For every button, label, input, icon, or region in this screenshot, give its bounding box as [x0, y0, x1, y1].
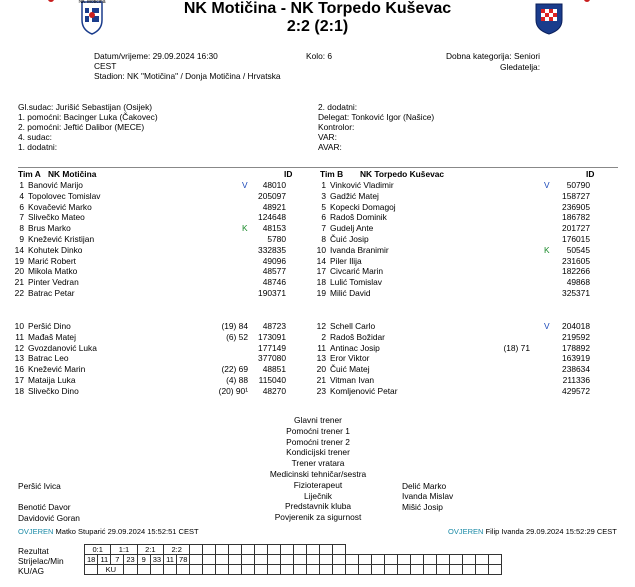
age-category: Dobna kategorija: Seniori	[446, 51, 541, 61]
timeline-empty-r3-27	[476, 565, 489, 575]
a-starter-6-num: 14	[14, 244, 24, 255]
timeline-empty-r2-2	[216, 555, 229, 565]
a-starter-2-id: 48921	[262, 201, 286, 212]
timeline-empty-r3-7	[216, 565, 229, 575]
timeline-empty-r3-23	[424, 565, 437, 575]
b-starter-2-id: 236905	[562, 201, 590, 212]
b-starter-10-id: 325371	[562, 288, 590, 298]
a-sub-0-num: 10	[14, 321, 24, 331]
timeline-empty-r2-13	[359, 555, 372, 565]
spectators: Gledatelja:	[500, 62, 541, 72]
b-starter-8-num: 17	[316, 266, 326, 277]
match-title: NK Motičina - NK Torpedo Kuševac	[183, 0, 452, 17]
a-starter-2-name: Kovačević Marko	[28, 201, 92, 212]
staff-role-6: Fizioterapeut	[293, 479, 343, 490]
a-starter-5-id: 5780	[267, 234, 286, 244]
match-score: 2:2 (2:1)	[286, 18, 349, 35]
official-left-3: 4. sudac:	[18, 132, 52, 142]
b-sub-2-name: Antinac Josip	[330, 342, 380, 353]
b-starter-6-mark: K	[544, 244, 550, 255]
a-sub-2-id: 177149	[258, 342, 286, 353]
a-starter-1-name: Topolovec Tomislav	[28, 190, 101, 201]
timeline-empty-r2-12	[346, 555, 359, 565]
b-starter-4-name: Gudelj Ante	[330, 223, 374, 234]
staff-role-7: Liječnik	[304, 490, 332, 501]
timeline-empty-r1-8	[294, 545, 307, 555]
timeline-scorer-2: 7	[111, 555, 124, 565]
away-club-logo	[534, 2, 564, 36]
a-starter-0-name: Banović Marijo	[28, 180, 83, 190]
b-starter-1-id: 158727	[562, 190, 590, 201]
b-sub-5-num: 21	[316, 375, 326, 385]
b-sub-4-name: Čuić Matej	[330, 364, 370, 375]
a-starter-4-name: Brus Marko	[28, 223, 71, 234]
timeline-empty-r3-14	[307, 565, 320, 575]
verify-right	[448, 527, 617, 537]
timeline-empty-r2-21	[463, 555, 476, 565]
b-starter-4-num: 7	[321, 223, 326, 234]
a-sub-5-num: 17	[14, 375, 24, 385]
timeline-empty-r2-14	[372, 555, 385, 565]
team-a-id-header: ID	[284, 169, 293, 179]
b-sub-4-id: 238634	[562, 364, 590, 375]
timeline-empty-r2-19	[437, 555, 450, 565]
b-sub-3-num: 13	[316, 353, 326, 364]
timeline-empty-r2-4	[242, 555, 255, 565]
a-sub-6-time: (20) 90¹	[218, 385, 248, 396]
b-starter-0-id: 50790	[566, 180, 590, 190]
a-sub-6-id: 48270	[262, 385, 286, 396]
timeline-empty-r2-1	[203, 555, 216, 565]
a-sub-4-num: 16	[14, 364, 24, 375]
team-b-id-header: ID	[586, 169, 595, 179]
a-starter-4-mark: K	[242, 223, 248, 234]
a-sub-6-num: 18	[14, 385, 24, 396]
b-sub-3-name: Eror Viktor	[330, 353, 370, 364]
timeline-empty-r2-16	[398, 555, 411, 565]
timeline-empty-r2-15	[385, 555, 398, 565]
b-starter-4-id: 201727	[562, 223, 590, 234]
timeline-empty-r3-0	[124, 565, 137, 575]
b-starter-7-id: 231605	[562, 255, 590, 266]
a-starter-10-num: 22	[14, 288, 24, 298]
timeline-empty-r2-23	[489, 555, 502, 565]
b-sub-0-num: 12	[316, 321, 326, 331]
staff-left-predstavnik: Benotić Davor	[18, 502, 71, 512]
a-starter-4-num: 8	[19, 223, 24, 234]
a-starter-10-name: Batrac Petar	[28, 288, 75, 298]
home-club-logo	[80, 0, 104, 36]
timeline-scorer-6: 11	[164, 555, 177, 565]
timeline-empty-r2-3	[229, 555, 242, 565]
official-right-4: AVAR:	[318, 142, 342, 152]
timeline-empty-r1-1	[203, 545, 216, 555]
b-sub-5-id: 211336	[562, 375, 590, 385]
timeline-empty-r2-7	[281, 555, 294, 565]
staff-right-fizioterapeut: Delić Marko	[402, 481, 447, 491]
timeline-empty-r3-2	[150, 565, 163, 575]
b-sub-2-id: 178892	[562, 342, 590, 353]
a-sub-2-name: Gvozdanović Luka	[28, 342, 97, 353]
timeline-empty-r1-2	[216, 545, 229, 555]
b-sub-4-num: 20	[316, 364, 326, 375]
logo-edge-mark	[48, 0, 54, 2]
a-starter-8-num: 20	[14, 266, 24, 277]
timeline-empty-r1-5	[255, 545, 268, 555]
timeline-empty-r3-3	[164, 565, 177, 575]
b-starter-1-name: Gadžić Matej	[330, 190, 379, 201]
official-right-3: VAR:	[318, 132, 337, 142]
a-starter-7-name: Marić Robert	[28, 255, 76, 266]
timeline-empty-r2-0	[190, 555, 203, 565]
timeline-empty-r3-12	[281, 565, 294, 575]
timeline-empty-r3-20	[385, 565, 398, 575]
b-starter-3-id: 186782	[562, 212, 590, 223]
b-sub-1-num: 2	[321, 331, 326, 342]
timeline-empty-r1-0	[190, 545, 203, 555]
team-b-label: Tim B	[320, 169, 344, 179]
timeline-empty-r2-11	[333, 555, 346, 565]
a-starter-4-id: 48153	[262, 223, 286, 234]
b-starter-9-num: 18	[316, 277, 326, 288]
timeline-empty-r1-6	[268, 545, 281, 555]
match-datetime: Datum/vrijeme: 29.09.2024 16:30	[94, 51, 218, 61]
official-left-0: Gl.sudac: Jurišić Sebastijan (Osijek)	[18, 102, 153, 112]
timeline-empty-r2-10	[320, 555, 333, 565]
b-sub-6-name: Komljenović Petar	[330, 385, 398, 396]
official-right-1: Delegat: Tonković Igor (Našice)	[318, 112, 435, 122]
a-sub-0-time: (19) 84	[221, 321, 248, 331]
staff-role-1: Pomoćni trener 1	[286, 425, 350, 436]
b-sub-5-name: Vitman Ivan	[330, 375, 375, 385]
verify-right-text: Filip Ivanda 29.09.2024 15:52:29 CEST	[485, 527, 617, 536]
timeline-empty-r3-25	[450, 565, 463, 575]
team-a-name: NK Motičina	[48, 169, 97, 179]
a-sub-3-name: Batrac Leo	[28, 353, 69, 364]
staff-right-lijecnik: Ivanda Mislav	[402, 491, 454, 501]
b-starter-6-name: Ivanda Branimir	[330, 244, 389, 255]
match-stadium: Stadion: NK "Motičina" / Donja Motičina / Hrvatska	[94, 71, 281, 81]
b-sub-3-id: 163919	[562, 353, 590, 364]
timeline-ku: KU	[98, 565, 124, 575]
b-starter-9-id: 49868	[566, 277, 590, 288]
b-starter-8-name: Civcarić Marin	[330, 266, 384, 277]
logo-edge-mark	[584, 0, 590, 2]
official-left-1: 1. pomoćni: Bacinger Luka (Čakovec)	[18, 112, 158, 122]
verify-left	[18, 527, 199, 537]
staff-role-5: Medicinski tehničar/sestra	[269, 469, 367, 479]
timeline-empty-r3-9	[242, 565, 255, 575]
staff-role-0: Glavni trener	[294, 415, 342, 425]
a-sub-4-time: (22) 69	[221, 364, 248, 375]
timeline-empty-r2-17	[411, 555, 424, 565]
timeline-empty-r1-4	[242, 545, 255, 555]
b-sub-1-name: Radoš Božidar	[330, 331, 385, 342]
a-starter-7-num: 19	[14, 255, 24, 266]
a-starter-6-id: 332835	[258, 244, 286, 255]
timeline-empty-r3-28	[489, 565, 502, 575]
b-starter-10-num: 19	[316, 288, 326, 298]
b-starter-5-num: 8	[321, 234, 326, 244]
a-sub-0-id: 48723	[262, 321, 286, 331]
timeline-empty-r3-1	[137, 565, 150, 575]
timeline-empty-r3-8	[229, 565, 242, 575]
timeline-empty-r3-18	[359, 565, 372, 575]
timeline-empty-r2-8	[294, 555, 307, 565]
timeline-scorer-1: 11	[98, 555, 111, 565]
a-sub-0-name: Peršić Dino	[28, 321, 71, 331]
timeline-label-rezultat: Rezultat	[18, 546, 49, 556]
a-sub-1-name: Mađaš Matej	[28, 331, 76, 342]
a-starter-9-name: Pinter Vedran	[28, 277, 79, 288]
official-left-2: 2. pomoćni: Jeftić Dalibor (MECE)	[18, 122, 145, 132]
timeline-empty-r3-4	[177, 565, 190, 575]
timeline-label-strijelac: Strijelac/Min	[18, 556, 64, 566]
timeline-grid	[84, 544, 502, 575]
a-sub-6-name: Slivečko Dino	[28, 385, 79, 396]
a-starter-9-id: 48746	[262, 277, 286, 288]
b-starter-1-num: 3	[321, 190, 326, 201]
b-starter-0-mark: V	[544, 180, 550, 190]
timeline-empty-r3-16	[333, 565, 346, 575]
timeline-empty-r3-13	[294, 565, 307, 575]
a-starter-2-num: 6	[19, 201, 24, 212]
b-starter-5-id: 176015	[562, 234, 590, 244]
verify-left-text: Matko Stuparić 29.09.2024 15:52:51 CEST	[55, 527, 199, 536]
timeline-empty-r3-15	[320, 565, 333, 575]
a-sub-5-id: 115040	[258, 375, 286, 385]
timeline-empty-r1-7	[281, 545, 294, 555]
b-sub-2-num: 11	[317, 342, 326, 353]
a-starter-5-name: Knežević Kristijan	[28, 234, 95, 244]
timeline-score-0: 0:1	[85, 545, 111, 555]
b-starter-0-name: Vinković Vladimir	[330, 180, 394, 190]
staff-left-povjerenik: Davidović Goran	[18, 513, 80, 523]
b-starter-2-num: 5	[321, 201, 326, 212]
a-starter-3-id: 124648	[258, 212, 286, 223]
b-starter-7-num: 14	[316, 255, 326, 266]
a-starter-5-num: 9	[19, 234, 24, 244]
timeline-empty-r2-6	[268, 555, 281, 565]
verify-left-status: OVJEREN	[18, 527, 54, 536]
team-b-name: NK Torpedo Kuševac	[360, 169, 445, 179]
staff-role-9: Povjerenik za sigurnost	[274, 512, 362, 523]
a-sub-3-id: 377080	[258, 353, 286, 364]
a-starter-1-id: 205097	[258, 190, 286, 201]
a-starter-0-num: 1	[19, 180, 24, 190]
a-starter-8-name: Mikola Matko	[28, 266, 78, 277]
timeline-empty-r3-11	[268, 565, 281, 575]
b-starter-7-name: Piler Ilija	[330, 255, 362, 266]
b-starter-8-id: 182266	[562, 266, 590, 277]
a-starter-6-name: Kohutek Dinko	[28, 244, 83, 255]
a-starter-9-num: 21	[14, 277, 24, 288]
timeline-scorer-7: 78	[177, 555, 190, 565]
official-left-4: 1. dodatni:	[18, 142, 58, 152]
a-sub-4-id: 48851	[262, 364, 286, 375]
b-sub-6-id: 429572	[562, 385, 590, 396]
timeline-empty-r1-9	[307, 545, 320, 555]
staff-role-3: Kondicijski trener	[286, 447, 350, 458]
a-starter-3-num: 7	[19, 212, 24, 223]
b-sub-0-mark: V	[544, 321, 550, 331]
b-starter-6-id: 50545	[566, 244, 590, 255]
timeline-empty-r3-26	[463, 565, 476, 575]
timeline-empty-r3-17	[346, 565, 359, 575]
b-sub-2-time: (18) 71	[503, 342, 530, 353]
a-starter-1-num: 4	[19, 190, 24, 201]
timeline-empty-r2-9	[307, 555, 320, 565]
a-starter-0-mark: V	[242, 180, 248, 190]
timeline-empty-r1-10	[320, 545, 333, 555]
timeline-empty-r3-22	[411, 565, 424, 575]
official-right-0: 2. dodatni:	[318, 102, 358, 112]
staff-role-4: Trener vratara	[291, 458, 345, 469]
b-sub-0-id: 204018	[562, 321, 590, 331]
timeline-empty-r2-22	[476, 555, 489, 565]
timeline-ku-empty-0	[85, 565, 98, 575]
timeline-scorer-4: 9	[137, 555, 150, 565]
a-starter-3-name: Slivečko Mateo	[28, 212, 85, 223]
timeline-score-3: 2:2	[164, 545, 190, 555]
timeline-empty-r2-20	[450, 555, 463, 565]
match-timezone: CEST	[94, 61, 117, 71]
staff-role-2: Pomoćni trener 2	[286, 436, 350, 447]
staff-left-fizioterapeut: Peršić Ivica	[18, 481, 61, 491]
a-sub-1-id: 173091	[258, 331, 286, 342]
timeline-empty-r1-11	[333, 545, 346, 555]
staff-right-predstavnik: Mišić Josip	[402, 502, 443, 512]
a-sub-5-name: Mataija Luka	[28, 375, 76, 385]
b-sub-6-num: 23	[316, 385, 326, 396]
b-starter-3-name: Radoš Dominik	[330, 212, 387, 223]
a-sub-5-time: (4) 88	[226, 375, 248, 385]
b-starter-5-name: Čuić Josip	[330, 234, 369, 244]
a-sub-3-num: 13	[14, 353, 24, 364]
staff-role-8: Predstavnik kluba	[284, 501, 352, 512]
verify-right-status: OVJEREN	[448, 527, 484, 536]
a-starter-10-id: 190371	[258, 288, 286, 298]
timeline-score-1: 1:1	[111, 545, 137, 555]
b-sub-1-id: 219592	[562, 331, 590, 342]
b-starter-2-name: Kopecki Domagoj	[330, 201, 396, 212]
b-starter-0-num: 1	[321, 180, 326, 190]
b-starter-9-name: Lulić Tomislav	[330, 277, 382, 288]
timeline-empty-r2-5	[255, 555, 268, 565]
a-sub-4-name: Knežević Marin	[28, 364, 86, 375]
a-starter-0-id: 48010	[262, 180, 286, 190]
timeline-scorer-0: 18	[85, 555, 98, 565]
timeline-score-2: 2:1	[137, 545, 163, 555]
timeline-empty-r3-6	[203, 565, 216, 575]
home-club-logo-text: NK Motičina	[78, 0, 106, 5]
timeline-empty-r3-24	[437, 565, 450, 575]
team-a-label: Tim A	[18, 169, 41, 179]
timeline-empty-r3-19	[372, 565, 385, 575]
timeline-empty-r2-18	[424, 555, 437, 565]
a-sub-1-num: 11	[15, 331, 24, 342]
timeline-empty-r3-10	[255, 565, 268, 575]
match-round: Kolo: 6	[306, 51, 333, 61]
b-starter-6-num: 10	[316, 244, 326, 255]
b-starter-10-name: Milić David	[330, 288, 371, 298]
a-sub-2-num: 12	[14, 342, 24, 353]
timeline-empty-r3-21	[398, 565, 411, 575]
timeline-scorer-5: 33	[150, 555, 163, 565]
a-starter-7-id: 49096	[262, 255, 286, 266]
a-sub-1-time: (6) 52	[226, 331, 248, 342]
timeline-label-ku: KU/AG	[18, 566, 45, 576]
b-sub-0-name: Schell Carlo	[330, 321, 376, 331]
timeline-scorer-3: 23	[124, 555, 137, 565]
a-starter-8-id: 48577	[262, 266, 286, 277]
timeline-empty-r1-3	[229, 545, 242, 555]
timeline-empty-r3-5	[190, 565, 203, 575]
official-right-2: Kontrolor:	[318, 122, 355, 132]
b-starter-3-num: 6	[321, 212, 326, 223]
